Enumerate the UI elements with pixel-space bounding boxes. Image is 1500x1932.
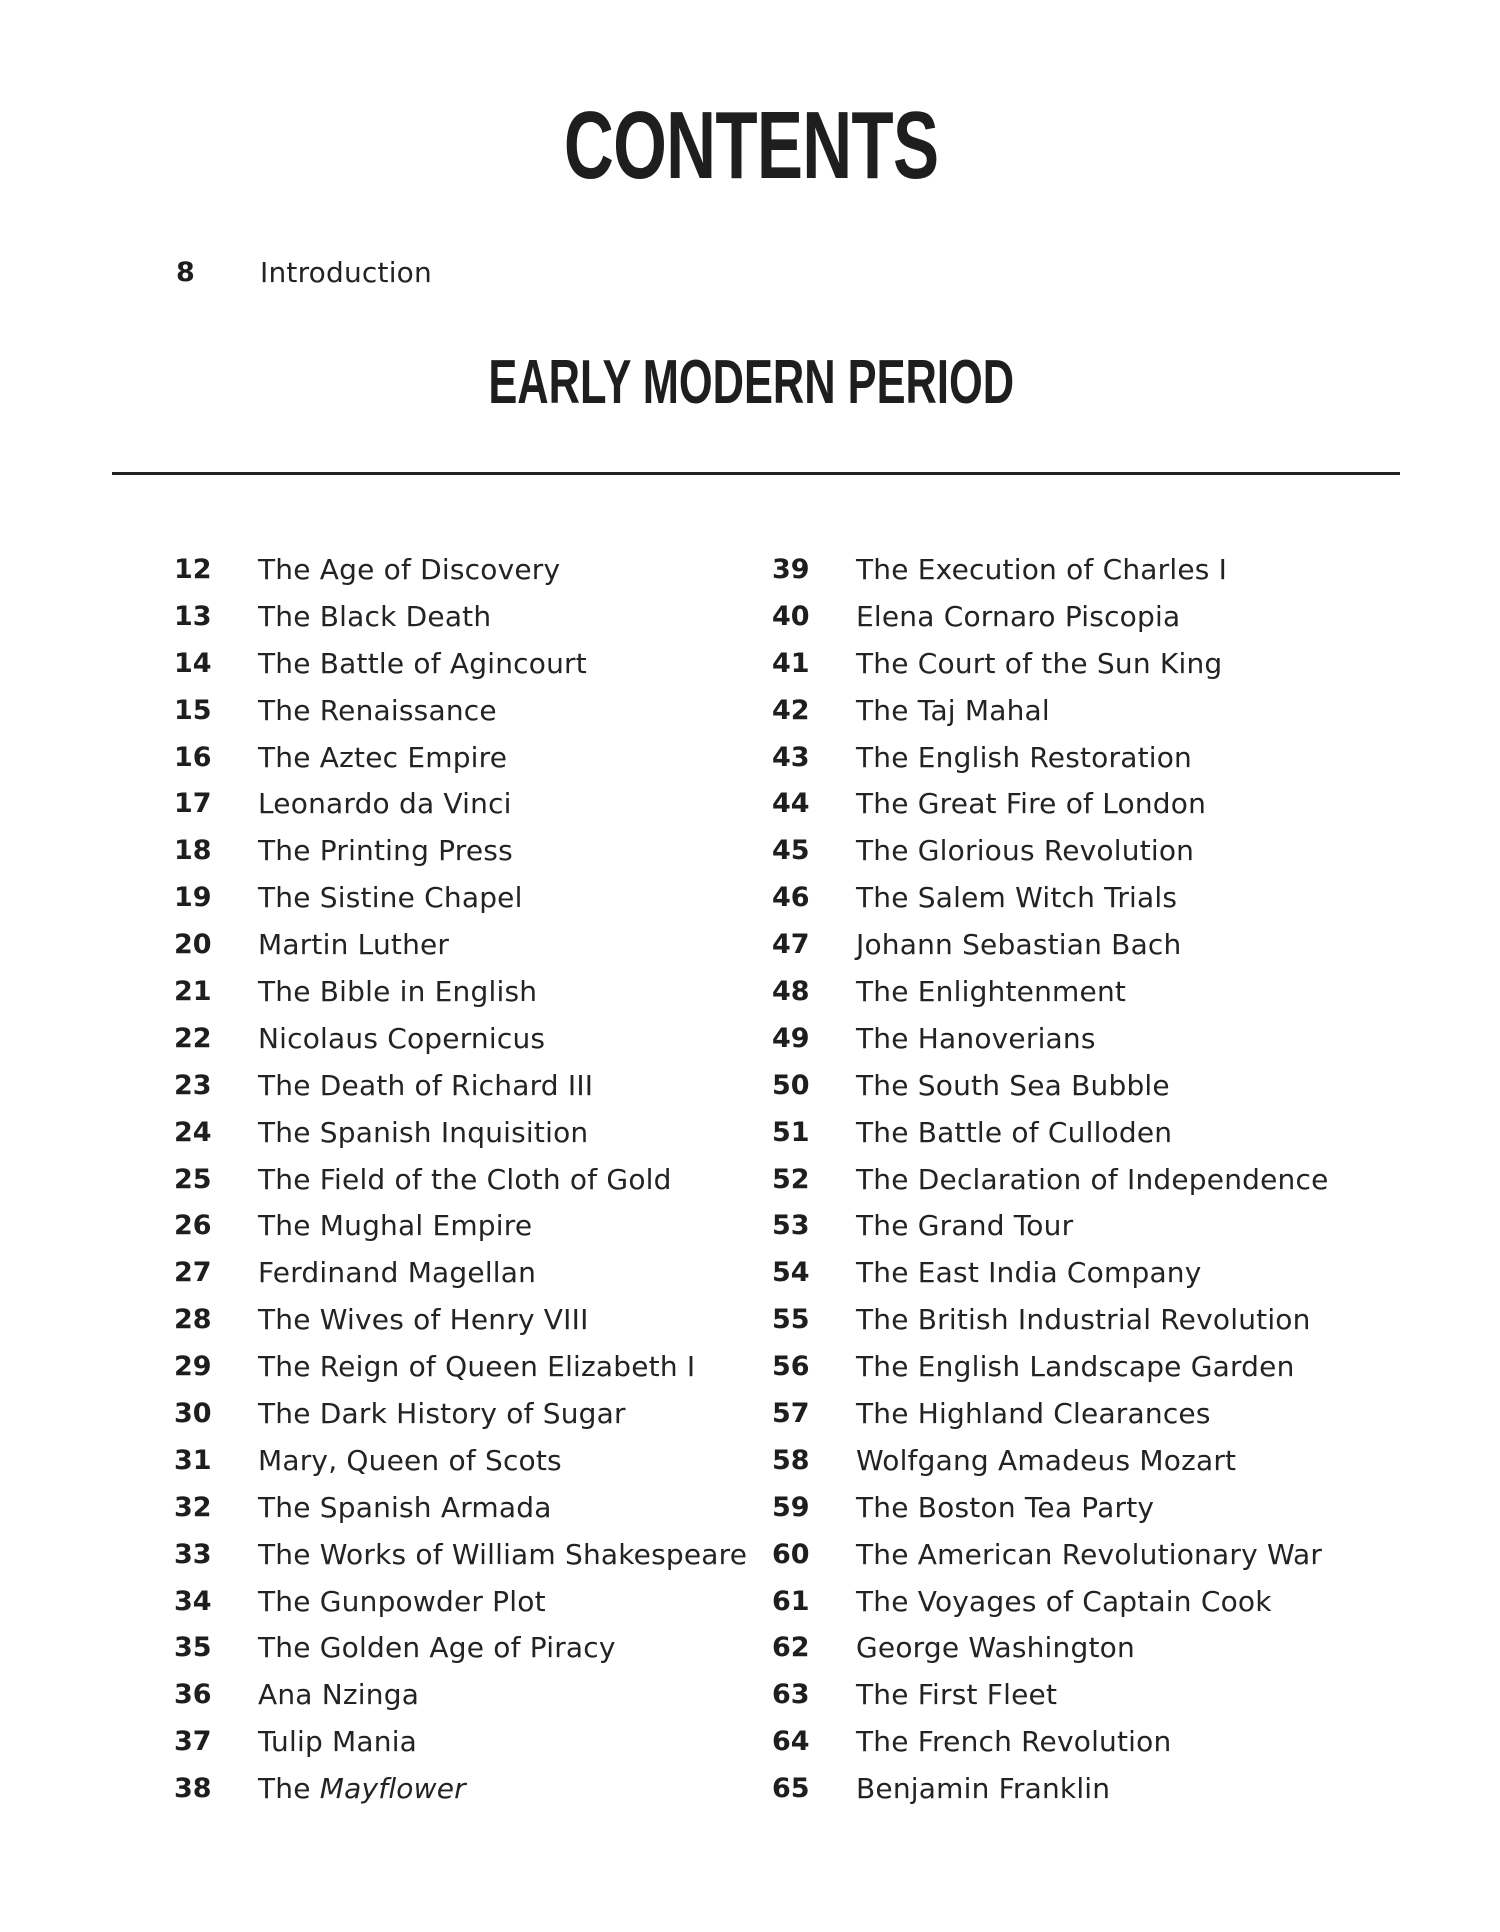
- toc-entry[interactable]: [174, 1390, 747, 1437]
- entry-title: Johann Sebastian Bach: [856, 928, 1182, 962]
- page-number: 21: [174, 975, 212, 1007]
- toc-entry[interactable]: [772, 1202, 1329, 1249]
- page-number: 26: [174, 1210, 212, 1242]
- toc-entry[interactable]: [772, 780, 1329, 827]
- page-number: 12: [174, 553, 212, 585]
- toc-entry[interactable]: [772, 921, 1329, 968]
- entry-title: [258, 1772, 466, 1805]
- toc-entry[interactable]: [174, 1671, 747, 1718]
- page-number: 31: [174, 1444, 212, 1476]
- entry-title: Tulip Mania: [258, 1725, 418, 1759]
- page-number: 39: [772, 553, 810, 585]
- entry-title: The Field of the Cloth of Gold: [258, 1162, 672, 1196]
- entry-title: The Renaissance: [258, 693, 497, 727]
- page-number: 44: [772, 788, 810, 820]
- toc-entry[interactable]: [772, 827, 1329, 874]
- toc-entry[interactable]: [174, 640, 747, 687]
- page-number: 59: [772, 1491, 810, 1523]
- toc-entry[interactable]: [772, 1062, 1329, 1109]
- page-number: 28: [174, 1304, 212, 1336]
- entry-title: The Great Fire of London: [856, 787, 1207, 821]
- entry-title: The Declaration of Independence: [856, 1162, 1329, 1196]
- page-number: 51: [772, 1116, 810, 1148]
- page-number: 43: [772, 741, 810, 773]
- page-number: 48: [772, 975, 810, 1007]
- toc-entry[interactable]: [772, 734, 1329, 781]
- page-number: 45: [772, 835, 810, 867]
- entry-title: The Black Death: [258, 599, 492, 633]
- page-number: 27: [174, 1257, 212, 1289]
- entry-title: The British Industrial Revolution: [856, 1303, 1311, 1337]
- entry-title: The Execution of Charles I: [856, 552, 1228, 586]
- entry-title: Elena Cornaro Piscopia: [856, 599, 1181, 633]
- entry-title: The Death of Richard III: [258, 1068, 594, 1102]
- entry-title: George Washington: [856, 1631, 1135, 1665]
- page-number: 61: [772, 1585, 810, 1617]
- entry-title: The Grand Tour: [856, 1209, 1074, 1243]
- entry-title: The Gunpowder Plot: [258, 1584, 546, 1618]
- section-title: EARLY MODERN PERIOD: [488, 348, 1015, 417]
- toc-entry[interactable]: [772, 1578, 1329, 1625]
- toc-entry[interactable]: [174, 1765, 747, 1812]
- toc-entry[interactable]: [174, 1531, 747, 1578]
- entry-title: The Works of William Shakespeare: [258, 1537, 748, 1571]
- page-number: 53: [772, 1210, 810, 1242]
- toc-column-left: [174, 546, 747, 1812]
- page-number: 29: [174, 1351, 212, 1383]
- entry-title: Nicolaus Copernicus: [258, 1021, 546, 1055]
- page-number: 13: [174, 600, 212, 632]
- page-number: 25: [174, 1163, 212, 1195]
- toc-entry[interactable]: [772, 1484, 1329, 1531]
- page-number: 35: [174, 1632, 212, 1664]
- page-number: 63: [772, 1679, 810, 1711]
- entry-title: The Dark History of Sugar: [258, 1396, 626, 1430]
- entry-title: The Spanish Armada: [258, 1490, 552, 1524]
- page-title: CONTENTS: [563, 92, 939, 199]
- toc-entry[interactable]: [772, 1156, 1329, 1203]
- toc-entry[interactable]: [772, 687, 1329, 734]
- toc-entry[interactable]: [174, 546, 747, 593]
- toc-entry-introduction[interactable]: [176, 252, 432, 292]
- toc-entry[interactable]: [174, 1249, 747, 1296]
- page-number: 41: [772, 647, 810, 679]
- entry-title: The Battle of Culloden: [856, 1115, 1173, 1149]
- toc-entry[interactable]: [772, 1015, 1329, 1062]
- page-number: 34: [174, 1585, 212, 1617]
- toc-entry[interactable]: [174, 827, 747, 874]
- toc-entry[interactable]: [772, 1718, 1329, 1765]
- page-number: 14: [174, 647, 212, 679]
- page-number: 16: [174, 741, 212, 773]
- toc-entry[interactable]: [772, 1531, 1329, 1578]
- page-number: 42: [772, 694, 810, 726]
- entry-title: The Hanoverians: [856, 1021, 1096, 1055]
- toc-entry[interactable]: [772, 1437, 1329, 1484]
- toc-entry[interactable]: [174, 1624, 747, 1671]
- page-number: 33: [174, 1538, 212, 1570]
- toc-entry[interactable]: [772, 1296, 1329, 1343]
- entry-title: Benjamin Franklin: [856, 1772, 1111, 1806]
- page-number: 46: [772, 882, 810, 914]
- toc-entry[interactable]: [174, 1718, 747, 1765]
- toc-entry[interactable]: [174, 593, 747, 640]
- entry-title: The Boston Tea Party: [856, 1490, 1155, 1524]
- page-number: 60: [772, 1538, 810, 1570]
- toc-entry[interactable]: [174, 874, 747, 921]
- toc-entry[interactable]: [772, 1249, 1329, 1296]
- page-number: 52: [772, 1163, 810, 1195]
- page-number: 36: [174, 1679, 212, 1711]
- toc-entry[interactable]: [174, 1062, 747, 1109]
- page-number: 18: [174, 835, 212, 867]
- entry-title: The Court of the Sun King: [856, 646, 1223, 680]
- toc-entry[interactable]: [772, 640, 1329, 687]
- toc-entry[interactable]: [174, 1202, 747, 1249]
- page-number: 20: [174, 929, 212, 961]
- entry-title: The English Restoration: [856, 740, 1193, 774]
- entry-title: The Glorious Revolution: [856, 834, 1195, 868]
- page-number: 47: [772, 929, 810, 961]
- entry-title: The Highland Clearances: [856, 1396, 1211, 1430]
- toc-entry[interactable]: [174, 1156, 747, 1203]
- toc-entry[interactable]: [174, 921, 747, 968]
- page-number: 22: [174, 1022, 212, 1054]
- entry-title: Mary, Queen of Scots: [258, 1443, 562, 1477]
- entry-title: The Aztec Empire: [258, 740, 508, 774]
- page-number: 15: [174, 694, 212, 726]
- page-number: 38: [174, 1773, 212, 1805]
- page-number: 50: [772, 1069, 810, 1101]
- entry-title: The Wives of Henry VIII: [258, 1303, 589, 1337]
- entry-title: The South Sea Bubble: [856, 1068, 1170, 1102]
- entry-title-prefix: The: [258, 1772, 320, 1806]
- toc-entry[interactable]: [174, 1437, 747, 1484]
- entry-title: The Salem Witch Trials: [856, 881, 1178, 915]
- entry-title: Martin Luther: [258, 928, 450, 962]
- toc-entry[interactable]: [772, 546, 1329, 593]
- toc-entry[interactable]: [174, 1015, 747, 1062]
- entry-title: The Bible in English: [258, 974, 538, 1008]
- toc-entry[interactable]: [174, 687, 747, 734]
- toc-entry[interactable]: [174, 1343, 747, 1390]
- page-number: 8: [176, 256, 195, 288]
- entry-title: The French Revolution: [856, 1725, 1172, 1759]
- page-number: 65: [772, 1773, 810, 1805]
- toc-entry[interactable]: [772, 593, 1329, 640]
- entry-title: Ana Nzinga: [258, 1678, 420, 1712]
- entry-title: Wolfgang Amadeus Mozart: [856, 1443, 1237, 1477]
- page-number: 56: [772, 1351, 810, 1383]
- toc-column-right: [772, 546, 1329, 1812]
- entry-title: The Printing Press: [258, 834, 513, 868]
- entry-title: The Spanish Inquisition: [258, 1115, 589, 1149]
- entry-title: The Age of Discovery: [258, 552, 561, 586]
- toc-entry[interactable]: [174, 734, 747, 781]
- toc-entry[interactable]: [772, 1343, 1329, 1390]
- page-number: 40: [772, 600, 810, 632]
- toc-entry[interactable]: [772, 874, 1329, 921]
- page-number: 30: [174, 1397, 212, 1429]
- page-number: 49: [772, 1022, 810, 1054]
- entry-title: The Taj Mahal: [856, 693, 1050, 727]
- entry-title: Leonardo da Vinci: [258, 787, 512, 821]
- entry-title: The Sistine Chapel: [258, 881, 523, 915]
- entry-title: The Battle of Agincourt: [258, 646, 587, 680]
- section-divider: [112, 472, 1400, 475]
- toc-entry[interactable]: [772, 1624, 1329, 1671]
- page-number: 62: [772, 1632, 810, 1664]
- toc-entry[interactable]: [772, 968, 1329, 1015]
- entry-title: Ferdinand Magellan: [258, 1256, 537, 1290]
- toc-entry[interactable]: [174, 1109, 747, 1156]
- entry-title: The English Landscape Garden: [856, 1350, 1295, 1384]
- entry-title: Introduction: [260, 255, 432, 289]
- toc-entry[interactable]: [772, 1109, 1329, 1156]
- entry-title: The Mughal Empire: [258, 1209, 533, 1243]
- page-number: 54: [772, 1257, 810, 1289]
- page-number: 55: [772, 1304, 810, 1336]
- entry-title-italic: Mayflower: [319, 1772, 466, 1806]
- entry-title: The Reign of Queen Elizabeth I: [258, 1350, 696, 1384]
- entry-title: The Enlightenment: [856, 974, 1127, 1008]
- toc-entry[interactable]: [772, 1765, 1329, 1812]
- page-number: 32: [174, 1491, 212, 1523]
- toc-entry[interactable]: [174, 1578, 747, 1625]
- toc-entry[interactable]: [772, 1390, 1329, 1437]
- page-number: 19: [174, 882, 212, 914]
- toc-entry[interactable]: [174, 1296, 747, 1343]
- entry-title: The American Revolutionary War: [856, 1537, 1323, 1571]
- page-number: 17: [174, 788, 212, 820]
- page-number: 37: [174, 1726, 212, 1758]
- entry-title: The East India Company: [856, 1256, 1202, 1290]
- entry-title: The First Fleet: [856, 1678, 1058, 1712]
- page-number: 58: [772, 1444, 810, 1476]
- toc-entry[interactable]: [174, 1484, 747, 1531]
- toc-entry[interactable]: [174, 968, 747, 1015]
- toc-entry[interactable]: [174, 780, 747, 827]
- entry-title: The Golden Age of Piracy: [258, 1631, 616, 1665]
- page-number: 24: [174, 1116, 212, 1148]
- page-number: 23: [174, 1069, 212, 1101]
- page-number: 64: [772, 1726, 810, 1758]
- entry-title: The Voyages of Captain Cook: [856, 1584, 1272, 1618]
- page-number: 57: [772, 1397, 810, 1429]
- toc-entry[interactable]: [772, 1671, 1329, 1718]
